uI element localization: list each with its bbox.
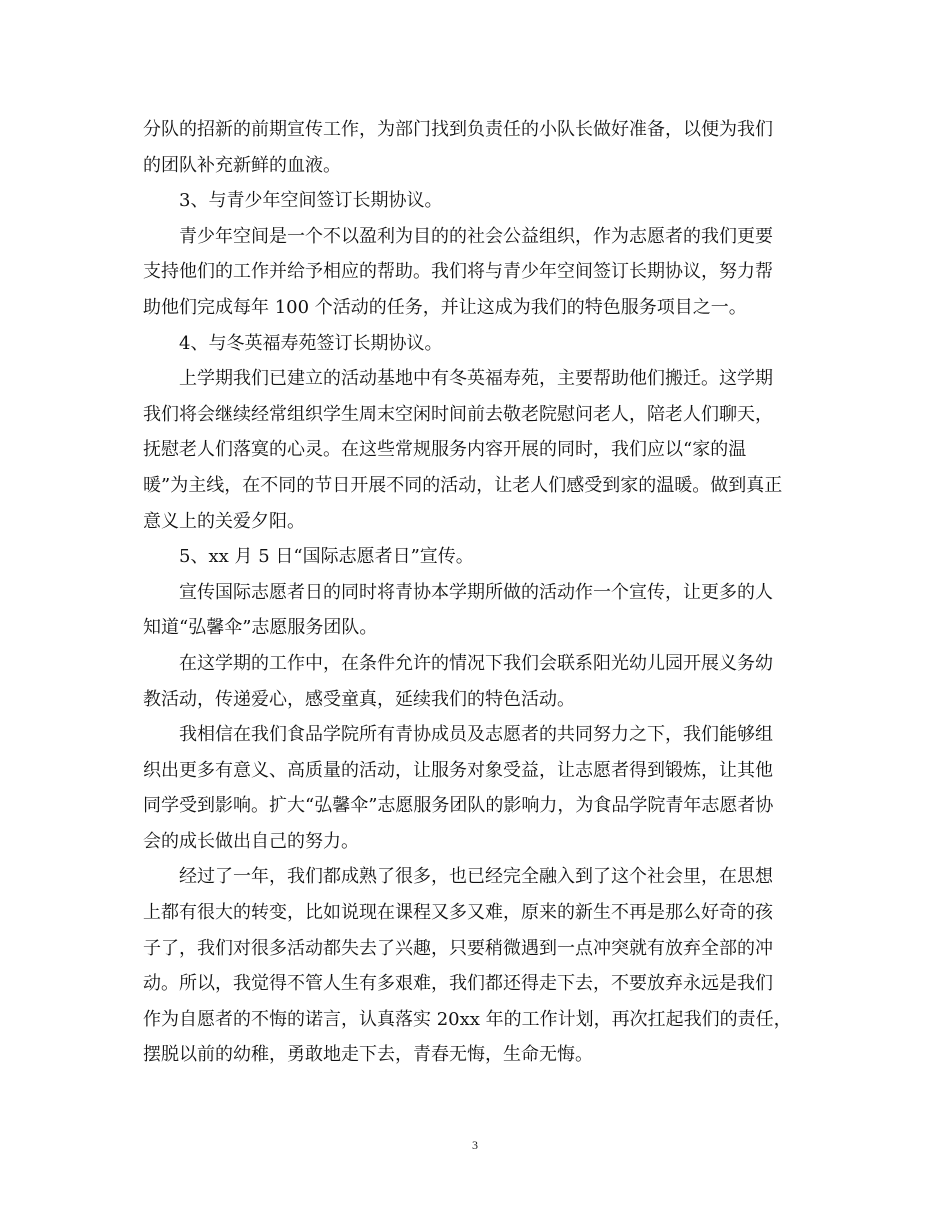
- text-line: 教活动，传递爱心，感受童真，延续我们的特色活动。: [143, 688, 575, 710]
- text-line: 的团队补充新鲜的血液。: [143, 154, 341, 176]
- text-line: 动。所以，我觉得不管人生有多艰难，我们都还得走下去，不要放弃永远是我们: [143, 973, 773, 995]
- section-heading: 5、xx 月 5 日“国际志愿者日”宣传。: [179, 546, 474, 568]
- text-line: 会的成长做出自己的努力。: [143, 830, 359, 852]
- section-heading: 3、与青少年空间签订长期协议。: [179, 190, 443, 212]
- text-line: 上学期我们已建立的活动基地中有冬英福寿苑，主要帮助他们搬迁。这学期: [179, 368, 773, 390]
- text-line: 意义上的关爱夕阳。: [143, 510, 305, 532]
- text-line: 青少年空间是一个不以盈利为目的的社会公益组织，作为志愿者的我们更要: [179, 225, 773, 247]
- text-line: 同学受到影响。扩大“弘馨伞”志愿服务团队的影响力，为食品学院青年志愿者协: [143, 795, 774, 817]
- text-line: 知道“弘馨伞”志愿服务团队。: [143, 617, 378, 639]
- text-line: 子了，我们对很多活动都失去了兴趣，只要稍微遇到一点冲突就有放弃全部的冲: [143, 937, 773, 959]
- body-text: [143, 112, 809, 1073]
- section-heading: 4、与冬英福寿苑签订长期协议。: [179, 332, 443, 354]
- text-line: 抚慰老人们落寞的心灵。在这些常规服务内容开展的同时，我们应以“家的温: [143, 439, 747, 461]
- text-line: 在这学期的工作中，在条件允许的情况下我们会联系阳光幼儿园开展义务幼: [179, 652, 773, 674]
- text-line: 上都有很大的转变，比如说现在课程又多又难，原来的新生不再是那么好奇的孩: [143, 902, 773, 924]
- text-line: 支持他们的工作并给予相应的帮助。我们将与青少年空间签订长期协议，努力帮: [143, 261, 773, 283]
- text-line: 我相信在我们食品学院所有青协成员及志愿者的共同努力之下，我们能够组: [179, 724, 773, 746]
- text-line: 暖”为主线，在不同的节日开展不同的活动，让老人们感受到家的温暖。做到真正: [143, 474, 783, 496]
- text-line: 分队的招新的前期宣传工作，为部门找到负责任的小队长做好准备，以便为我们: [143, 119, 773, 140]
- text-line: 我们将会继续经常组织学生周末空闲时间前去敬老院慰问老人，陪老人们聊天，: [143, 403, 773, 425]
- page-number: 3: [472, 1138, 478, 1152]
- text-line: 助他们完成每年 100 个活动的任务，并让这成为我们的特色服务项目之一。: [143, 296, 747, 318]
- text-line: 摆脱以前的幼稚，勇敢地走下去，青春无悔，生命无悔。: [143, 1044, 593, 1066]
- text-line: 作为自愿者的不悔的诺言，认真落实 20xx 年的工作计划，再次扛起我们的责任，: [143, 1008, 792, 1030]
- text-line: 经过了一年，我们都成熟了很多，也已经完全融入到了这个社会里，在思想: [179, 866, 773, 888]
- text-line: 宣传国际志愿者日的同时将青协本学期所做的活动作一个宣传，让更多的人: [179, 581, 773, 603]
- text-line: 织出更多有意义、高质量的活动，让服务对象受益，让志愿者得到锻炼，让其他: [143, 759, 773, 781]
